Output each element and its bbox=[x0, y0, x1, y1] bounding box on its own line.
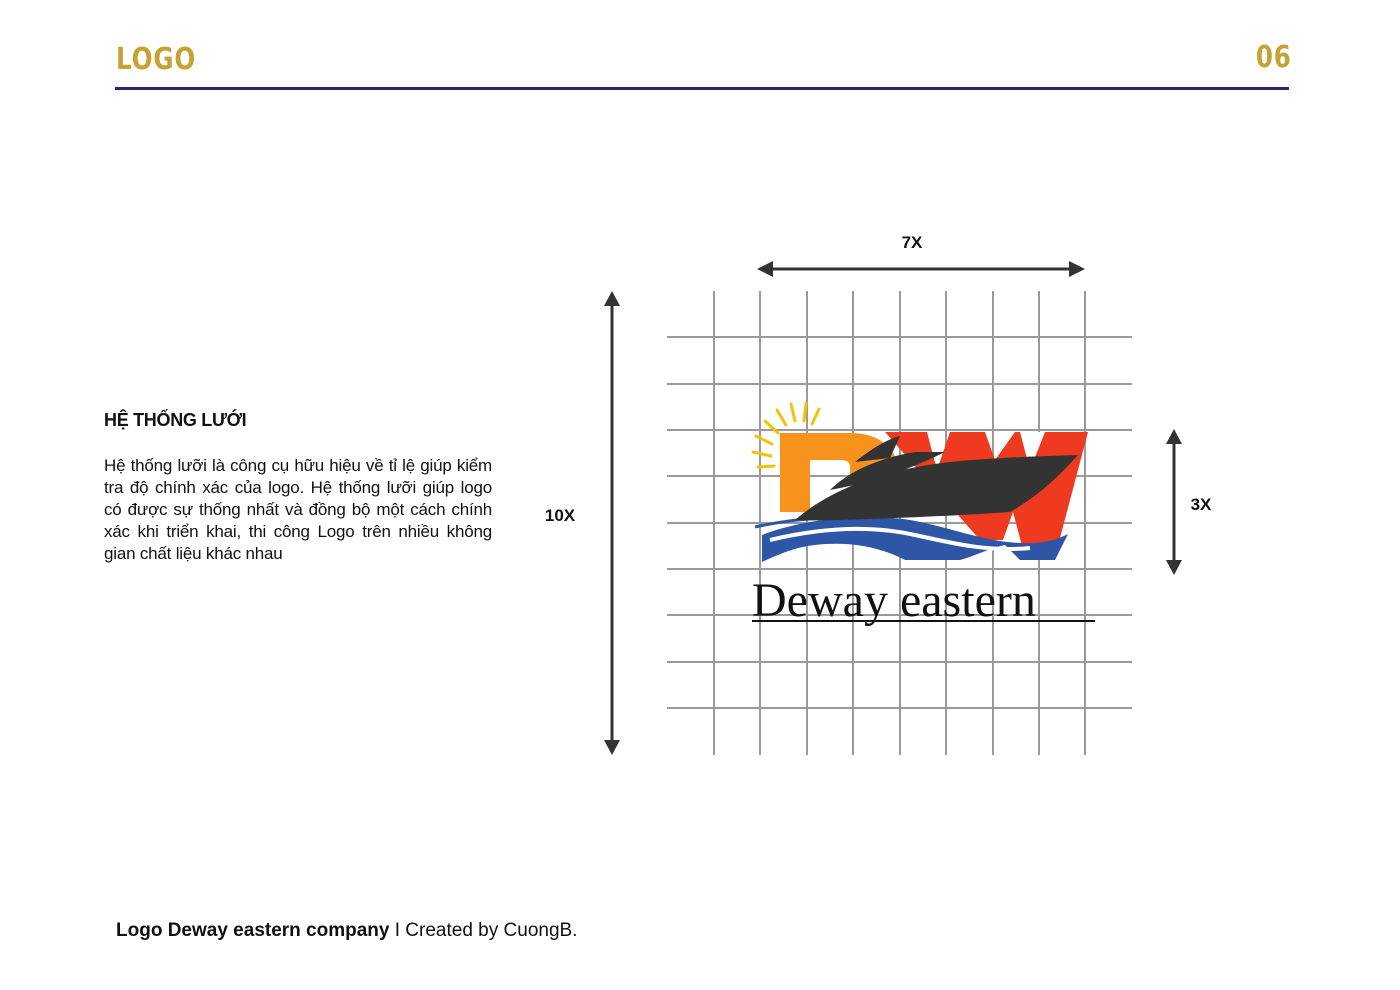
footer-credit bbox=[116, 920, 577, 942]
footer-author: I Created by CuongB. bbox=[389, 920, 578, 941]
section-body: Hệ thống lưỡi là công cụ hữu hiệu về tỉ lệ giúp kiểm tra độ chính xác của logo. Hệ thống lưỡi giúp logo có được sự thống nhất và đồng bộ một cách chính xác khi triển khai, thi công Logo trên nhiều không gian chất liệu khác nhau bbox=[104, 456, 492, 563]
logo-mark bbox=[753, 403, 1088, 562]
width-arrow bbox=[757, 261, 1085, 277]
page-number: 06 bbox=[1256, 40, 1292, 75]
logo-height-label: 3X bbox=[1190, 495, 1212, 514]
section-heading: HỆ THỐNG LƯỚI bbox=[104, 410, 247, 430]
logo-wordmark: Deway eastern bbox=[752, 574, 1036, 627]
height-arrow bbox=[604, 291, 620, 755]
page-title: LOGO bbox=[116, 42, 197, 77]
logo-height-arrow bbox=[1166, 429, 1182, 575]
height-label: 10X bbox=[544, 506, 576, 525]
width-label: 7X bbox=[901, 233, 923, 252]
footer-company: Logo Deway eastern company bbox=[116, 920, 390, 941]
